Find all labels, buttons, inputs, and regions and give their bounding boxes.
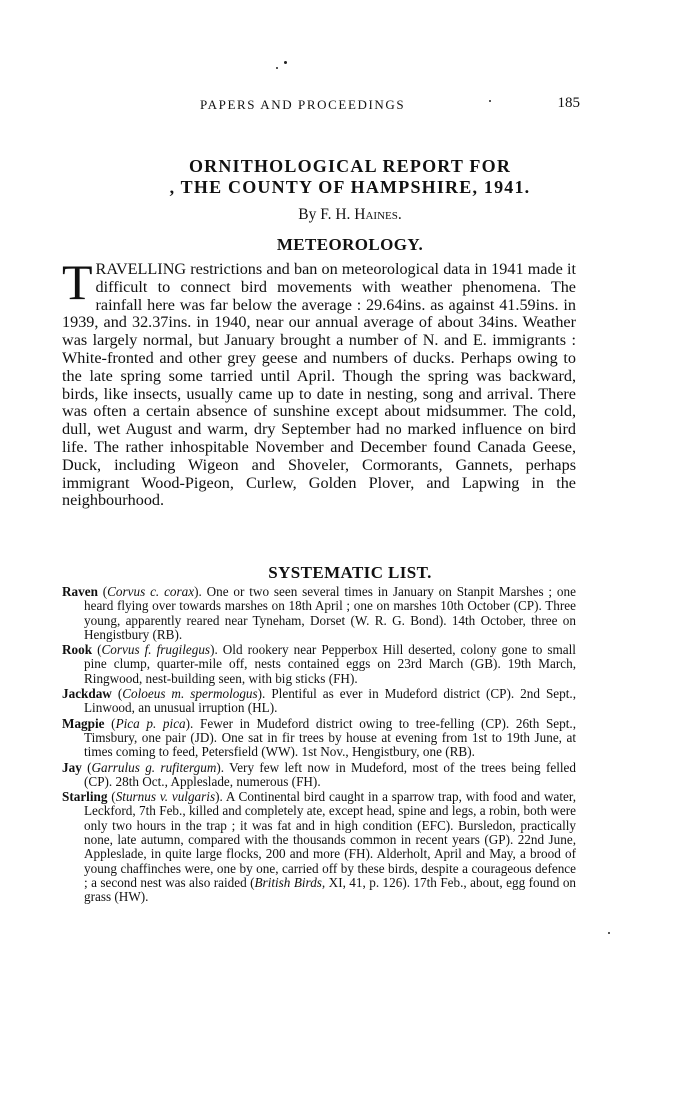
species-entry-jackdaw: Jackdaw (Coloeus m. spermologus). Plentiful as ever in Mudeford district (CP). 2nd Sept., Linwood, an unusual irruption (HL). [62, 686, 576, 716]
species-entry-rook: Rook (Corvus f. frugilegus). Old rookery near Pepperbox Hill deserted, colony gone to small pine clump, quarter-mile off, nests contained eggs on 23rd March (GB). 19th March, Ringwood, nest-building seen, with big sticks (FH). [62, 642, 576, 686]
article-title-line-2: , THE COUNTY OF HAMPSHIRE, 1941. [169, 177, 531, 197]
meteorology-paragraph [62, 254, 576, 510]
latin-name: Pica p. pica [115, 715, 186, 731]
drop-cap: T [62, 254, 93, 310]
species-notes: A Continental bird caught in a sparrow trap, with food and water, Leckford, 7th Feb., killed and completely ate, except head, spine and legs, a robin, both were only two hours in the trap ; it was fat and in high condition (EFC). Bursledon, practically none, late autumn, compared with the thousands common in recent years (GP). 22nd June, Appleslade, in quite large flocks, 200 and more (FH). Alderholt, April and May, a brood of young chaffinches were, one by one, carried off by these birds, despite a courageous defence ; a second nest was also raided ( [84, 789, 576, 890]
latin-name: Corvus c. corax [107, 584, 195, 599]
page-number: 185 [557, 95, 580, 111]
latin-name: Garrulus g. rufitergum [91, 759, 217, 775]
meteorology-text: RAVELLING restrictions and ban on meteorological data in 1941 made it difficult to connect bird movements with weather phenomena. The rainfall here was far below the average : 29.64ins. as against 41.59ins. in 1939, and 32.37ins. in 1940, near our annual average of about 34ins. Weather was largely normal, but January brought a number of N. and E. immigrants : White-fronted and other grey geese and numbers of ducks. Perhaps owing to the late spring some tarried until April. Though the spring was backward, birds, like insects, usually came up to date in nesting, song and arrival. There was often a certain absence of sunshine except about midsummer. The cold, dull, wet August and warm, dry September had no marked influence on bird life. The rather inhospitable November and December found Canada Geese, Duck, including Wigeon and Shoveler, Cormorants, Gannets, perhaps immigrant Wood-Pigeon, Curlew, Golden Plover, and Lapwing in the neighbourhood. [62, 260, 576, 510]
species-notes: Fewer in Mudeford district owing to tree-felling (CP). 26th Sept., Timsbury, one pair (JD). One sat in fir trees by house at evening from 1st to 19th June, at times coming to feed, Petersfield (WW). 1st Nov., Hengistbury, one (RB). [84, 715, 576, 760]
scan-speck [276, 67, 278, 69]
species-name: Rook [62, 642, 93, 658]
scan-speck [608, 932, 610, 934]
latin-name: Coloeus m. spermologus [122, 686, 258, 702]
byline [60, 206, 640, 224]
species-name: Jackdaw [62, 686, 112, 702]
citation-journal: British Birds, [254, 874, 326, 890]
species-name: Raven [62, 584, 98, 599]
article-title [60, 156, 640, 198]
systematic-list-heading: SYSTEMATIC LIST. [268, 563, 432, 582]
scan-speck [284, 61, 287, 64]
species-notes: One or two seen several times in January on Stanpit Marshes ; one heard flying over towards marshes on 18th April ; one on marshes 10th October (CP). Three young, apparently reared near Tyneham, Dorset (W. R. G. Bond). 14th October, three on Hengistbury (RB). [84, 584, 576, 642]
species-notes: Very few left now in Mudeford, most of the trees being felled (CP). 28th Oct., Appleslade, numerous (FH). [84, 759, 576, 789]
species-entry-raven: Raven (Corvus c. corax). One or two seen several times in January on Stanpit Marshes ; one heard flying over towards marshes on 18th April ; one on marshes 10th October (CP). Three young, apparently reared near Tyneham, Dorset (W. R. G. Bond). 14th October, three on Hengistbury (RB). [62, 584, 576, 642]
author-name: Haines. [354, 206, 402, 223]
article-title-line-1: ORNITHOLOGICAL REPORT FOR [188, 156, 512, 176]
running-header-title: PAPERS AND PROCEEDINGS [200, 97, 406, 112]
species-notes-continued: XI, 41, p. 126). 17th Feb., about, egg found on grass (HW). [84, 874, 577, 905]
species-entry-jay: Jay (Garrulus g. rufitergum). Very few left now in Mudeford, most of the trees being felled (CP). 28th Oct., Appleslade, numerous (FH). [62, 759, 576, 789]
byline-prefix: By F. H. [298, 206, 351, 223]
species-name: Starling [62, 789, 108, 805]
species-notes: Old rookery near Pepperbox Hill deserted, colony gone to small pine clump, quarter-mile off, nests contained eggs on 23rd March (GB). 19th March, Ringwood, nest-building seen, with big sticks (FH). [84, 642, 576, 686]
systematic-list [62, 585, 576, 906]
species-entry-starling: Starling (Sturnus v. vulgaris). A Continental bird caught in a sparrow trap, with food and water, Leckford, 7th Feb., killed and completely ate, except head, spine and legs, a robin, both were only two hours in the trap ; it was fat and in high condition (EFC). Bursledon, practically none, late autumn, compared with the thousands common in recent years (GP). 22nd June, Appleslade, in quite large flocks, 200 and more (FH). Alderholt, April and May, a brood of young chaffinches were, one by one, carried off by these birds, despite a courageous defence ; a second nest was also raided (British Birds, XI, 41, p. 126). 17th Feb., about, egg found on grass (HW). [62, 789, 577, 905]
latin-name: Sturnus v. vulgaris [115, 789, 216, 805]
species-name: Jay [62, 759, 82, 775]
scan-speck [489, 100, 491, 102]
meteorology-heading: METEOROLOGY. [276, 235, 424, 254]
latin-name: Corvus f. frugilegus [101, 642, 211, 658]
species-notes: Plentiful as ever in Mudeford district (CP). 2nd Sept., Linwood, an unusual irruption (HL). [84, 686, 576, 716]
species-entry-magpie: Magpie (Pica p. pica). Fewer in Mudeford district owing to tree-felling (CP). 26th Sept., Timsbury, one pair (JD). One sat in fir trees by house at evening from 1st to 19th June, at times coming to feed, Petersfield (WW). 1st Nov., Hengistbury, one (RB). [62, 715, 576, 760]
species-name: Magpie [62, 715, 105, 731]
